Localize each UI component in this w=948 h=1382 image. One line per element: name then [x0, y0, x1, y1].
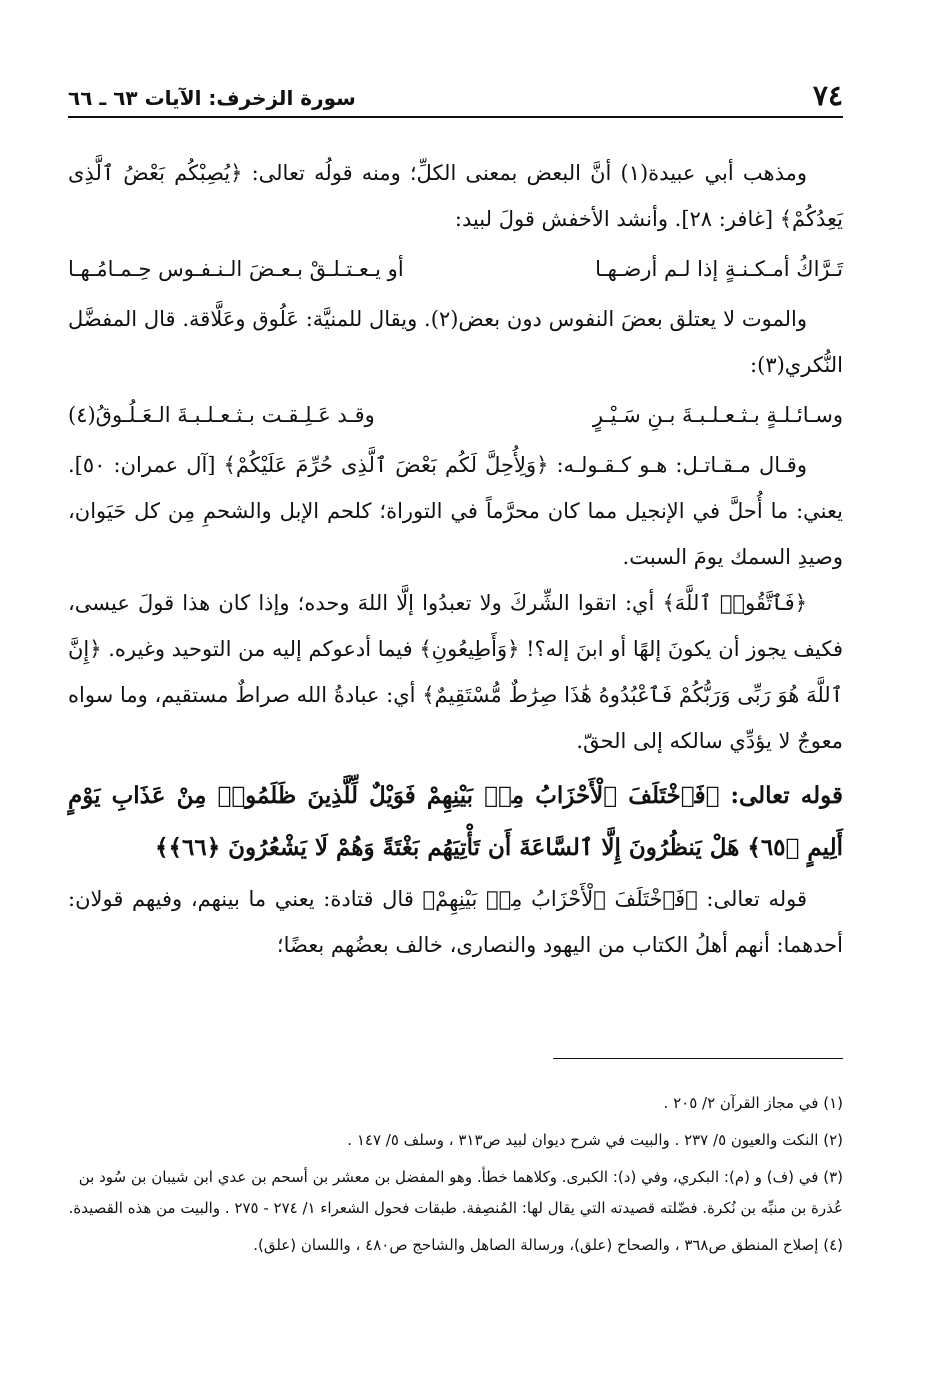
page-header	[68, 78, 843, 118]
paragraph-1: ومذهب أبي عبيدة(١) أنَّ البعض بمعنى الكلِّ؛ ومنه قولُه تعالى: ﴿يُصِبْكُم بَعْضُ ٱلَّذِى يَعِدُكُمْ﴾ [غافر: ٢٨]. وأنشد الأخفش قولَ لبيد:	[68, 161, 843, 231]
paragraph-4: ﴿فَٱتَّقُوا۟ ٱللَّهَ﴾ أي: اتقوا الشِّركَ ولا تعبدُوا إلَّا اللهَ وحده؛ وإذا كان هذا قولَ عيسى، فكيف يجوز أن يكونَ إلهًا أو ابنَ إله؟! ﴿وَأَطِيعُونِ﴾ فيما أدعوكم إليه من التوحيد وغيره. ﴿إِنَّ ٱللَّهَ هُوَ رَبِّى وَرَبُّكُمْ فَٱعْبُدُوهُ هَٰذَا صِرَٰطٌ مُّسْتَقِيمٌ﴾ أي: عبادةُ الله صراطٌ مستقيم، وما سواه معوجٌ لا يؤدِّي سالكه إلى الحقّ.	[68, 591, 843, 753]
footnotes	[68, 1088, 843, 1267]
verse-2-first-hemistich: وسـائـلـةٍ بـثـعـلـبـةَ بـنِ سَـيْـرٍ	[592, 403, 843, 427]
footnote-3: (٣) في (ف) و (م): البكري، وفي (د): الكبرى. وكلاهما خطأ. وهو المفضل بن معشر بن أسحم بن عدي ابن شيبان بن سُود بن عُذرة بن منبِّه بن نُكرة. فضّلته قصيدته التي يقال لها: المُنصِفة. طبقات فحول الشعراء ١/ ٢٧٤ - ٢٧٥ . والبيت من هذه القصيدة.	[68, 1168, 843, 1217]
poetry-verse-1	[68, 246, 843, 292]
running-title: سورة الزخرف: الآيات ٦٣ ـ ٦٦	[68, 86, 356, 110]
footnote-1: (١) في مجاز القرآن ٢/ ٢٠٥ .	[663, 1094, 843, 1112]
paragraph-3: وقـال مـقـاتـل: هـو كـقـولـه: ﴿وَلِأُحِلَّ لَكُم بَعْضَ ٱلَّذِى حُرِّمَ عَلَيْكُمْ﴾ [آل عمران: ٥٠]. يعني: ما أُحلَّ في الإنجيل مما كان محرَّماً في التوراة؛ كلحم الإبل والشحمِ مِن كل حَيَوان، وصيدِ السمك يومَ السبت.	[68, 453, 843, 569]
verse-2-second-hemistich: وقـد عَـلِـقـت بـثـعـلـبـةَ الـعَـلُـوقُ(٤)	[68, 403, 375, 427]
verse-1-first-hemistich: تَـرَّاكُ أمـكـنـةٍ إذا لـم أرضـهـا	[595, 257, 843, 281]
page-number: ٧٤	[812, 79, 843, 112]
footnote-separator	[553, 1058, 843, 1059]
main-text	[68, 150, 843, 968]
poetry-verse-2	[68, 392, 843, 438]
verse-1-second-hemistich: أو يـعـتـلـقْ بـعـضَ الـنـفـوس حِـمـامُـهـا	[68, 257, 404, 281]
paragraph-5: قوله تعالى: ﴿فَٱخْتَلَفَ ٱلْأَحْزَابُ مِنۢ بَيْنِهِمْ﴾ قال قتادة: يعني ما بينهم، وفيهم قولان: أحدهما: أنهم أهلُ الكتاب من اليهود والنصارى، خالف بعضُهم بعضًا؛	[68, 887, 843, 957]
footnote-4: (٤) إصلاح المنطق ص٣٦٨ ، والصحاح (علق)، ورسالة الصاهل والشاحج ص٤٨٠ ، واللسان (علق).	[253, 1236, 843, 1254]
footnote-2: (٢) النكت والعيون ٥/ ٢٣٧ . والبيت في شرح ديوان لبيد ص٣١٣ ، وسلف ٥/ ١٤٧ .	[347, 1131, 843, 1149]
paragraph-2: والموت لا يعتلق بعضَ النفوس دون بعض(٢). ويقال للمنيَّة: عَلُوق وعَلَّاقة. قال المفضَّل النُّكري(٣):	[68, 307, 843, 377]
quran-verse-heading: قوله تعالى: ﴿فَٱخْتَلَفَ ٱلْأَحْزَابُ مِنۢ بَيْنِهِمْ فَوَيْلٌ لِّلَّذِينَ ظَلَمُوا۟ مِنْ عَذَابِ يَوْمٍ أَلِيمٍ ﴿٦٥﴾ هَلْ يَنظُرُونَ إِلَّا ٱلسَّاعَةَ أَن تَأْتِيَهُم بَغْتَةً وَهُمْ لَا يَشْعُرُونَ ﴿٦٦﴾﴾	[68, 782, 843, 861]
